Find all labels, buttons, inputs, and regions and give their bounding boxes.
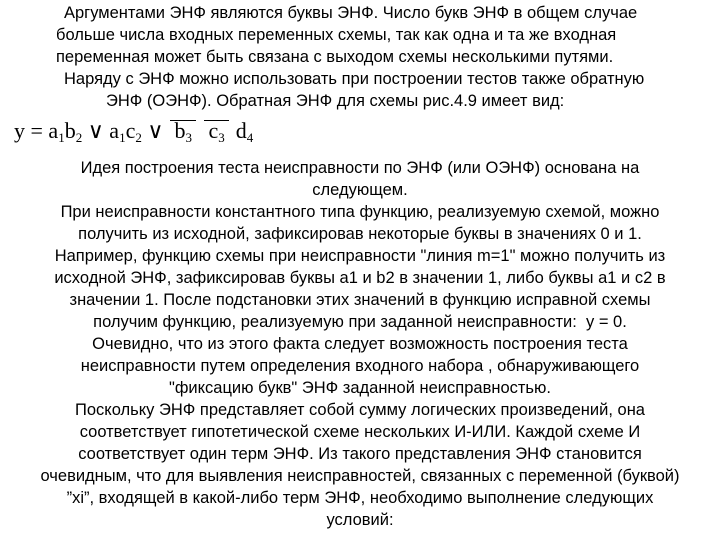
text-line: больше числа входных переменных схемы, так как одна и та же входная [56,26,617,44]
text-line: условий: [326,511,394,529]
text-line: ”xi”, входящей в какой-либо терм ЭНФ, необходимо выполнение следующих [66,489,654,507]
text-line: "фиксацию букв" ЭНФ заданной неисправностью. [169,379,551,397]
formula [14,118,253,150]
text-line: ЭНФ (ОЭНФ). Обратная ЭНФ для схемы рис.4.9 имеет вид: [106,92,565,110]
formula-term-negated: $c_3$ [203,118,230,146]
formula-term: $d_4$ [235,118,254,145]
text-line: При неисправности константного типа функцию, реализуемую схемой, можно [60,203,660,221]
formula-eq: = [30,118,43,143]
text-line: переменная может быть связана с выходом схемы несколькими путями. [56,48,614,66]
text-line: Например, функцию схемы при неисправности "линия m=1" можно получить из [54,247,666,265]
formula-term-negated: $b_3$ [169,118,198,146]
formula-term: $a_1$ [48,118,65,145]
text-line: получим функцию, реализуемую при заданной неисправности: у = 0. [93,313,627,331]
text-line: следующем. [312,181,408,199]
formula-or: ∨ [147,118,164,143]
text-line: Аргументами ЭНФ являются буквы ЭНФ. Число букв ЭНФ в общем случае [64,4,638,22]
formula-term: $a_1$ [109,118,126,145]
text-line: соответствует гипотетической схеме нескольких И-ИЛИ. Каждой схеме И [79,423,641,441]
formula-term: $b_2$ [64,118,83,145]
text-line: исходной ЭНФ, зафиксировав буквы а1 и b2 в значении 1, либо буквы а1 и с2 в [54,269,666,287]
formula-or: ∨ [87,118,104,143]
text-line: Наряду с ЭНФ можно использовать при построении тестов также обратную [64,70,645,88]
formula-lhs: y [14,118,25,143]
text-line: очевидным, что для выявления неисправностей, связанных с переменной (буквой) [40,467,680,485]
text-line: получить из исходной, зафиксировав некоторые буквы в значениях 0 и 1. [78,225,642,243]
text-line: соответствует один терм ЭНФ. Из такого представления ЭНФ становится [78,445,642,463]
text-line: Очевидно, что из этого факта следует возможность построения теста [92,335,628,353]
formula-term: $c_2$ [125,118,142,145]
text-line: значении 1. После подстановки этих значений в функцию исправной схемы [69,291,651,309]
text-line: неисправности путем определения входного набора , обнаруживающего [80,357,640,375]
text-line: Идея построения теста неисправности по ЭНФ (или ОЭНФ) основана на [80,159,640,177]
text-line: Поскольку ЭНФ представляет собой сумму логических произведений, она [75,401,645,419]
